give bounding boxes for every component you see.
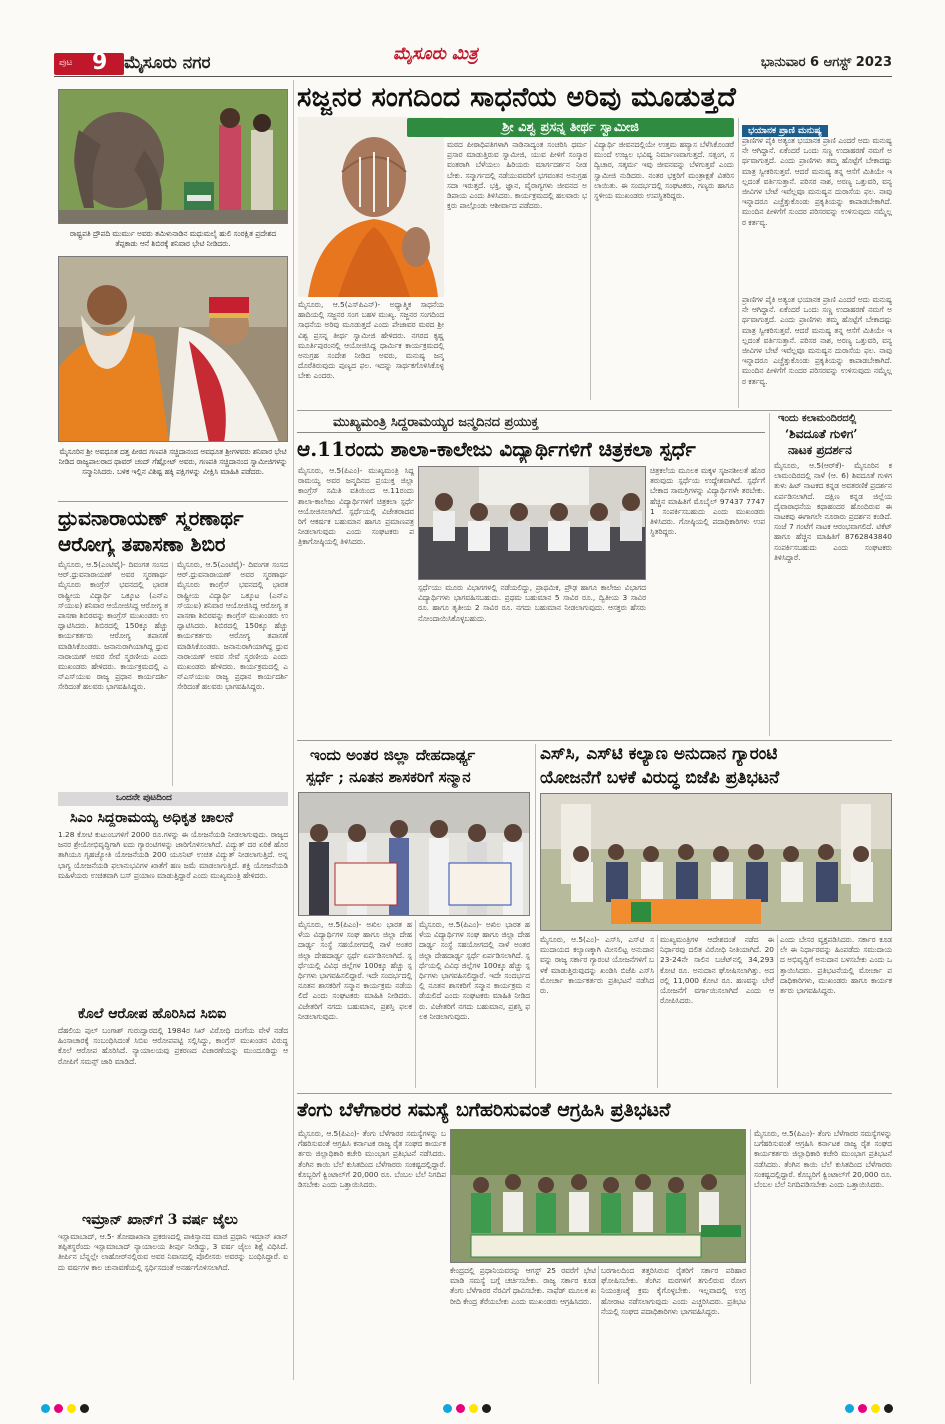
cm-body-left: ಮೈಸೂರು, ಆ.5(ಪಿಎಂ)- ಮುಖ್ಯಮಂತ್ರಿ ಸಿದ್ದರಾಮಯ್ಯ ಅವರ ಜನ್ಮದಿನದ ಪ್ರಯುಕ್ತ ಜಿಲ್ಲಾ ಕಾಂಗ್ರೆಸ್ ಸಮಿತಿ ವತಿಯಿಂದ ಆ.11ರಂದು ಶಾಲಾ-ಕಾಲೇಜು ವಿದ್ಯಾರ್ಥಿಗಳಿಗೆ ಚಿತ್ರಕಲಾ ಸ್ಪರ್ಧೆ ಆಯೋಜಿಸಲಾಗಿದೆ. ಸ್ಪರ್ಧೆಯಲ್ಲಿ ವಿಜೇತರಾದವರಿಗೆ ಆಕರ್ಷಕ ಬಹುಮಾನ ಹಾಗೂ ಪ್ರಮಾಣಪತ್ರ ನೀಡಲಾಗುವುದು ಎಂದು ಸಂಘಟಕರು ಪತ್ರಿಕಾಗೋಷ್ಠಿಯಲ್ಲಿ ತಿಳಿಸಿದರು.	[298, 466, 414, 547]
story4-body: ಇಸ್ಲಾಮಾಬಾದ್, ಆ.5- ತೋಷಾಖಾನಾ ಪ್ರಕರಣದಲ್ಲಿ ಪಾಕಿಸ್ತಾನದ ಮಾಜಿ ಪ್ರಧಾನಿ ಇಮ್ರಾನ್ ಖಾನ್ ತಪ್ಪಿತಸ್ಥರೆಂದು ಇಸ್ಲಾಮಾಬಾದ್ ನ್ಯಾಯಾಲಯ ತೀರ್ಪು ನೀಡಿದ್ದು, 3 ವರ್ಷ ಜೈಲು ಶಿಕ್ಷೆ ವಿಧಿಸಿದೆ. ತೀರ್ಪಿನ ಬೆನ್ನಲ್ಲೇ ಲಾಹೋರ್‌ನಲ್ಲಿರುವ ಅವರ ನಿವಾಸದಲ್ಲಿ ಪೊಲೀಸರು ಅವರನ್ನು ಬಂಧಿಸಿದ್ದಾರೆ. ಐದು ವರ್ಷಗಳ ಕಾಲ ಚುನಾವಣೆಯಲ್ಲಿ ಸ್ಪರ್ಧಿಸದಂತೆ ಅನರ್ಹಗೊಳಿಸಲಾಗಿದೆ.	[58, 1232, 288, 1272]
elephant-photo	[58, 89, 288, 224]
bodybuilding-headline-2: ಸ್ಪರ್ಧೆ ; ನೂತನ ಶಾಸಕರಿಗೆ ಸನ್ಮಾನ	[306, 768, 471, 786]
continued-label: ಒಂದನೇ ಪುಟದಿಂದ	[116, 793, 172, 803]
cm-kicker-band	[297, 413, 765, 433]
drama-headline-1: ‘ಶಿವದೂತೆ ಗುಳಿಗ’	[785, 427, 858, 441]
bjp-headline-2: ಯೋಜನೆಗೆ ಬಳಕೆ ವಿರುದ್ಧ ಬಿಜೆಪಿ ಪ್ರತಿಭಟನೆ	[540, 768, 780, 788]
swamiji-photo	[298, 117, 444, 297]
cm-body-center: ಸ್ಪರ್ಧೆಯು ಮೂರು ವಿಭಾಗಗಳಲ್ಲಿ ನಡೆಯಲಿದ್ದು, ಪ್ರಾಥಮಿಕ, ಪ್ರೌಢ ಹಾಗೂ ಕಾಲೇಜು ವಿಭಾಗದ ವಿದ್ಯಾರ್ಥಿಗಳು ಭಾಗವಹಿಸಬಹುದು. ಪ್ರಥಮ ಬಹುಮಾನ 5 ಸಾವಿರ ರೂ., ದ್ವಿತೀಯ 3 ಸಾವಿರ ರೂ. ಹಾಗೂ ತೃತೀಯ 2 ಸಾವಿರ ರೂ. ನಗದು ಬಹುಮಾನ ನೀಡಲಾಗುವುದು. ಆಸಕ್ತರು ಹೆಸರು ನೋಂದಾಯಿಸಿಕೊಳ್ಳಬಹುದು.	[418, 583, 646, 623]
coconut-protest-photo	[450, 1129, 746, 1263]
story1-headline-1: ಧ್ರುವನಾರಾಯಣ್ ಸ್ಮರಣಾರ್ಥ	[58, 506, 244, 530]
right-top-body-cont: ಪ್ರಾಣಿಗಳ ಪೈಕಿ ಅತ್ಯಂತ ಭಯಾನಕ ಪ್ರಾಣಿ ಎಂದರೆ ಅದು ಮನುಷ್ಯನೇ ಆಗಿದ್ದಾನೆ. ಏಕೆಂದರೆ ಒಂದು ಸಣ್ಣ ಉದಾಹರಣೆ ನಮಗೆ ಅರ್ಥವಾಗುತ್ತದೆ. ಎಂದು ಪ್ರಾಣಿಗಳು ತಮ್ಮ ಹೊಟ್ಟೆಗೆ ಬೇಕಾದಷ್ಟು ಮಾತ್ರ ಸ್ವೀಕರಿಸುತ್ತವೆ. ಆದರೆ ಮನುಷ್ಯ ತನ್ನ ಆಸೆಗೆ ಮಿತಿಯೇ ಇಲ್ಲದಂತೆ ವರ್ತಿಸುತ್ತಾನೆ. ಪರಿಸರ ನಾಶ, ಅರಣ್ಯ ಒತ್ತುವರಿ, ವನ್ಯಜೀವಿಗಳ ಬೇಟೆ ಇವೆಲ್ಲವೂ ಮನುಷ್ಯನ ದುರಾಸೆಯ ಫಲ. ನಾವು ಇನ್ನಾದರೂ ಎಚ್ಚೆತ್ತುಕೊಂಡು ಪ್ರಕೃತಿಯನ್ನು ಕಾಪಾಡಬೇಕಾಗಿದೆ. ಮುಂದಿನ ಪೀಳಿಗೆಗೆ ಸುಂದರ ಪರಿಸರವನ್ನು ಉಳಿಸುವುದು ನಮ್ಮೆಲ್ಲರ ಕರ್ತವ್ಯ.	[742, 295, 892, 386]
bodybuilding-photo-art	[299, 793, 530, 916]
bjp-protest-photo-art	[541, 794, 892, 931]
drama-intro: ಇಂದು ಕಲಾಮಂದಿರದಲ್ಲಿ	[778, 413, 857, 424]
bjp-protest-photo	[540, 793, 892, 931]
story1-body-a: ಮೈಸೂರು, ಆ.5(ಎಂಟಿವೈ)- ದಿವಂಗತ ಸಂಸದ ಆರ್.ಧ್ರುವನಾರಾಯಣ್ ಅವರ ಸ್ಮರಣಾರ್ಥ ಮೈಸೂರು ಕಾಂಗ್ರೆಸ್ ಭವನದಲ್ಲಿ ಭಾರತ ರಾಷ್ಟ್ರೀಯ ವಿದ್ಯಾರ್ಥಿ ಒಕ್ಕೂಟ (ಎನ್‌ಎಸ್‌ಯುಐ) ಶನಿವಾರ ಆಯೋಜಿಸಿದ್ದ ಆರೋಗ್ಯ ತಪಾಸಣಾ ಶಿಬಿರವನ್ನು ಕಾಂಗ್ರೆಸ್ ಮುಖಂಡರು ಉದ್ಘಾಟಿಸಿದರು. ಶಿಬಿರದಲ್ಲಿ 150ಕ್ಕೂ ಹೆಚ್ಚು ಕಾರ್ಯಕರ್ತರು ಆರೋಗ್ಯ ತಪಾಸಣೆ ಮಾಡಿಸಿಕೊಂಡರು. ಜನಾನುರಾಗಿಯಾಗಿದ್ದ ಧ್ರುವನಾರಾಯಣ್ ಅವರ ಸೇವೆ ಸ್ಮರಣೀಯ ಎಂದು ಮುಖಂಡರು ಹೇಳಿದರು. ಕಾರ್ಯಕ್ರಮದಲ್ಲಿ ಎನ್‌ಎಸ್‌ಯುಐ ರಾಜ್ಯ ಪ್ರಧಾನ ಕಾರ್ಯದರ್ಶಿ ಸೇರಿದಂತೆ ಹಲವರು ಭಾಗವಹಿಸಿದ್ದರು.	[58, 560, 168, 692]
governor-photo	[58, 256, 288, 442]
coconut-protest-photo-art	[451, 1130, 746, 1263]
elephant-photo-art	[59, 90, 288, 224]
masthead-logo: ಮೈಸೂರು ಮಿತ್ರ	[393, 44, 478, 64]
story2-body: 1.28 ಕೋಟಿ ಕುಟುಂಬಗಳಿಗೆ 2000 ರೂ.ಗಳನ್ನು ಈ ಯೋಜನೆಯಡಿ ನೀಡಲಾಗುವುದು. ರಾಜ್ಯದ ಜನರ ಶ್ರೇಯೋಭಿವೃದ್ಧಿಗಾಗಿ ಐದು ಗ್ಯಾರಂಟಿಗಳನ್ನು ಜಾರಿಗೊಳಿಸಲಾಗಿದೆ. ವಿದ್ಯುತ್ ದರ ಏರಿಕೆ ಹೊರತಾಗಿಯೂ ಗೃಹಜ್ಯೋತಿ ಯೋಜನೆಯಡಿ 200 ಯೂನಿಟ್ ಉಚಿತ ವಿದ್ಯುತ್ ನೀಡಲಾಗುತ್ತಿದೆ. ಅನ್ನಭಾಗ್ಯ ಯೋಜನೆಯಡಿ ಫಲಾನುಭವಿಗಳ ಖಾತೆಗೆ ಹಣ ಜಮೆ ಮಾಡಲಾಗುತ್ತಿದೆ. ಶಕ್ತಿ ಯೋಜನೆಯಡಿ ಮಹಿಳೆಯರು ಉಚಿತವಾಗಿ ಬಸ್ ಪ್ರಯಾಣ ಮಾಡುತ್ತಿದ್ದಾರೆ ಎಂದು ಮುಖ್ಯಮಂತ್ರಿ ಹೇಳಿದರು.	[58, 830, 288, 880]
coconut-body-4: ಮೈಸೂರು, ಆ.5(ಪಿಎಂ)- ತೆಂಗು ಬೆಳೆಗಾರರ ಸಮಸ್ಯೆಗಳನ್ನು ಬಗೆಹರಿಸುವಂತೆ ಆಗ್ರಹಿಸಿ ಕರ್ನಾಟಕ ರಾಜ್ಯ ರೈತ ಸಂಘದ ಕಾರ್ಯಕರ್ತರು ಜಿಲ್ಲಾಧಿಕಾರಿ ಕಚೇರಿ ಮುಂಭಾಗ ಪ್ರತಿಭಟನೆ ನಡೆಸಿದರು. ತೆಂಗಿನ ಕಾಯಿ ಬೆಲೆ ಕುಸಿತದಿಂದ ಬೆಳೆಗಾರರು ಸಂಕಷ್ಟದಲ್ಲಿದ್ದಾರೆ. ಕೊಬ್ಬರಿಗೆ ಕ್ವಿಂಟಾಲ್‌ಗೆ 20,000 ರೂ. ಬೆಂಬಲ ಬೆಲೆ ನಿಗದಿಪಡಿಸಬೇಕು ಎಂದು ಒತ್ತಾಯಿಸಿದರು.	[754, 1129, 892, 1190]
lead-body-col2: ಮಠದ ಪೀಠಾಧಿಪತಿಗಳಾಗಿ ನಾಡಿನಾದ್ಯಂತ ಸಂಚರಿಸಿ ಧರ್ಮ ಪ್ರಸಾರ ಮಾಡುತ್ತಿರುವ ಸ್ವಾಮೀಜಿ, ಯುವ ಪೀಳಿಗೆ ಸಂಸ್ಕಾರವಂತರಾಗಿ ಬೆಳೆಯಲು ಹಿರಿಯರು ಮಾರ್ಗದರ್ಶನ ನೀಡಬೇಕು. ಸನ್ಮಾರ್ಗದಲ್ಲಿ ನಡೆಯುವವರಿಗೆ ಭಗವಂತನ ಅನುಗ್ರಹ ಸದಾ ಇರುತ್ತದೆ. ಭಕ್ತಿ, ಜ್ಞಾನ, ವೈರಾಗ್ಯಗಳು ಜೀವನದ ಅಡಿಪಾಯ ಎಂದು ತಿಳಿಸಿದರು. ಕಾರ್ಯಕ್ರಮದಲ್ಲಿ ಹಲವಾರು ಭಕ್ತರು ಪಾಲ್ಗೊಂಡು ಆಶೀರ್ವಾದ ಪಡೆದರು.	[447, 140, 587, 211]
page-header	[54, 44, 892, 75]
bjp-body-3: ಎಂದು ಬೇಸರ ವ್ಯಕ್ತಪಡಿಸಿದರು. ಸರ್ಕಾರ ಕೂಡಲೇ ಈ ನಿರ್ಧಾರವನ್ನು ಹಿಂಪಡೆದು ಸಮುದಾಯದ ಅಭಿವೃದ್ಧಿಗೆ ಅನುದಾನ ಬಳಸಬೇಕು ಎಂದು ಒತ್ತಾಯಿಸಿದರು. ಪ್ರತಿಭಟನೆಯಲ್ಲಿ ಮೋರ್ಚಾ ಪದಾಧಿಕಾರಿಗಳು, ಮುಖಂಡರು ಹಾಗೂ ಕಾರ್ಯಕರ್ತರು ಭಾಗವಹಿಸಿದ್ದರು.	[780, 935, 892, 996]
coconut-body-3: ಬರಗಾಲದಿಂದ ತತ್ತರಿಸಿರುವ ರೈತರಿಗೆ ಸರ್ಕಾರ ಪರಿಹಾರ ಘೋಷಿಸಬೇಕು. ತೆಂಗಿನ ಮರಗಳಿಗೆ ತಗುಲಿರುವ ರೋಗ ನಿಯಂತ್ರಣಕ್ಕೆ ಕ್ರಮ ಕೈಗೊಳ್ಳಬೇಕು. ಇಲ್ಲವಾದಲ್ಲಿ ಉಗ್ರ ಹೋರಾಟ ನಡೆಸಲಾಗುವುದು ಎಂದು ಎಚ್ಚರಿಸಿದರು. ಪ್ರತಿಭಟನೆಯಲ್ಲಿ ಸಂಘದ ಪದಾಧಿಕಾರಿಗಳು ಭಾಗವಹಿಸಿದ್ದರು.	[601, 1266, 746, 1316]
page-prefix: ಪುಟ	[59, 58, 73, 68]
bjp-body-2: ಮುಖ್ಯಮಂತ್ರಿಗಳ ಆದೇಶದಂತೆ ನಡೆದ ಈ ನಿರ್ಧಾರವು ದಲಿತ ವಿರೋಧಿ ನೀತಿಯಾಗಿದೆ. 2023-24ನೇ ಸಾಲಿನ ಬಜೆಟ್‌ನಲ್ಲಿ 34,293 ಕೋಟಿ ರೂ. ಅನುದಾನ ಘೋಷಿಸಲಾಗಿತ್ತು. ಅದರಲ್ಲಿ 11,000 ಕೋಟಿ ರೂ. ಹಣವನ್ನು ಬೇರೆ ಯೋಜನೆಗೆ ವರ್ಗಾಯಿಸಲಾಗಿದೆ ಎಂದು ಆರೋಪಿಸಿದರು.	[660, 935, 774, 1006]
right-kicker: ಭಯಾನಕ ಪ್ರಾಣಿ ಮನುಷ್ಯ	[742, 125, 828, 137]
lead-body-col3: ವಿದ್ಯಾರ್ಥಿ ಜೀವನದಲ್ಲಿಯೇ ಉತ್ತಮ ಹವ್ಯಾಸ ಬೆಳೆಸಿಕೊಂಡರೆ ಮುಂದೆ ಉಜ್ವಲ ಭವಿಷ್ಯ ನಿರ್ಮಾಣವಾಗುತ್ತದೆ. ಸತ್ಸಂಗ, ಸದ್ವಿಚಾರ, ಸತ್ಕರ್ಮ ಇವು ಜೀವನವನ್ನು ಬೆಳಗುತ್ತವೆ ಎಂದು ಸ್ವಾಮೀಜಿ ನುಡಿದರು. ನಂತರ ಭಕ್ತರಿಗೆ ಮಂತ್ರಾಕ್ಷತೆ ವಿತರಿಸಲಾಯಿತು. ಈ ಸಂದರ್ಭದಲ್ಲಿ ಸಂಘಟಕರು, ಗಣ್ಯರು ಹಾಗೂ ಸ್ಥಳೀಯ ಮುಖಂಡರು ಉಪಸ್ಥಿತರಿದ್ದರು.	[594, 140, 734, 201]
bodybuilding-photo	[298, 792, 530, 916]
section-name: ಮೈಸೂರು ನಗರ	[124, 53, 211, 73]
story1-headline-2: ಆರೋಗ್ಯ ತಪಾಸಣಾ ಶಿಬಿರ	[58, 532, 226, 556]
story3-headline: ಕೊಲೆ ಆರೋಪ ಹೊರಿಸಿದ ಸಿಬಿಐ	[78, 1006, 227, 1022]
press-meet-photo-art	[419, 467, 646, 580]
bjp-headline-1: ಎಸ್‌ಸಿ, ಎಸ್‌ಟಿ ಕಲ್ಯಾಣ ಅನುದಾನ ಗ್ಯಾರಂಟಿ	[540, 744, 778, 764]
cm-body-right: ಚಿತ್ರಕಲೆಯ ಮೂಲಕ ಮಕ್ಕಳ ಸೃಜನಶೀಲತೆ ಹೊರತರುವುದು ಸ್ಪರ್ಧೆಯ ಉದ್ದೇಶವಾಗಿದೆ. ಸ್ಪರ್ಧೆಗೆ ಬೇಕಾದ ಸಾಮಗ್ರಿಗಳನ್ನು ವಿದ್ಯಾರ್ಥಿಗಳೇ ತರಬೇಕು. ಹೆಚ್ಚಿನ ಮಾಹಿತಿಗೆ ಮೊಬೈಲ್ 97437 77471 ಸಂಪರ್ಕಿಸಬಹುದು ಎಂದು ಮುಖಂಡರು ತಿಳಿಸಿದರು. ಗೋಷ್ಠಿಯಲ್ಲಿ ಪದಾಧಿಕಾರಿಗಳು ಉಪಸ್ಥಿತರಿದ್ದರು.	[650, 466, 765, 537]
story4-headline: ಇಮ್ರಾನ್ ಖಾನ್‌ಗೆ 3 ವರ್ಷ ಜೈಲು	[82, 1212, 238, 1228]
page-number: 9	[92, 50, 108, 75]
drama-body: ಮೈಸೂರು, ಆ.5(ಆರ್‌ಕೆ)- ಮೈಸೂರಿನ ಕಲಾಮಂದಿರದಲ್ಲಿ ನಾಳೆ (ಆ. 6) ಶಿವದೂತೆ ಗುಳಿಗ ತುಳು ಹಿಟ್ ನಾಟಕದ ಕನ್ನಡ ಅವತರಣಿಕೆ ಪ್ರದರ್ಶನ ಏರ್ಪಡಿಸಲಾಗಿದೆ. ದಕ್ಷಿಣ ಕನ್ನಡ ಜಿಲ್ಲೆಯ ದೈವಾರಾಧನೆಯ ಕಥಾಹಂದರ ಹೊಂದಿರುವ ಈ ನಾಟಕವು ಈಗಾಗಲೇ ನೂರಾರು ಪ್ರದರ್ಶನ ಕಂಡಿದೆ. ಸಂಜೆ 7 ಗಂಟೆಗೆ ನಾಟಕ ಆರಂಭವಾಗಲಿದೆ. ಟಿಕೆಟ್ ಹಾಗೂ ಹೆಚ್ಚಿನ ಮಾಹಿತಿಗೆ 8762843840 ಸಂಪರ್ಕಿಸಬಹುದು ಎಂದು ಸಂಘಟಕರು ತಿಳಿಸಿದ್ದಾರೆ.	[774, 461, 892, 562]
bodybuilding-headline-1: ಇಂದು ಅಂತರ ಜಿಲ್ಲಾ ದೇಹದಾರ್ಢ್ಯ	[310, 746, 476, 764]
issue-date: ಭಾನುವಾರ 6 ಆಗಸ್ಟ್ 2023	[760, 55, 892, 70]
bjp-body-1: ಮೈಸೂರು, ಆ.5(ಎಂ)- ಎಸ್‌ಸಿ, ಎಸ್‌ಟಿ ಸಮುದಾಯದ ಕಲ್ಯಾಣಕ್ಕಾಗಿ ಮೀಸಲಿಟ್ಟ ಅನುದಾನವನ್ನು ರಾಜ್ಯ ಸರ್ಕಾರ ಗ್ಯಾರಂಟಿ ಯೋಜನೆಗಳಿಗೆ ಬಳಕೆ ಮಾಡುತ್ತಿರುವುದನ್ನು ಖಂಡಿಸಿ ಬಿಜೆಪಿ ಎಸ್‌ಸಿ ಮೋರ್ಚಾ ಕಾರ್ಯಕರ್ತರು ಪ್ರತಿಭಟನೆ ನಡೆಸಿದರು.	[540, 935, 654, 996]
coconut-body-2: ಕೇಂದ್ರದಲ್ಲಿ ಪ್ರಧಾನಿಯವರನ್ನು ಆಗಸ್ಟ್ 25 ರವರೆಗೆ ಭೇಟಿ ಮಾಡಿ ಸಮಸ್ಯೆ ಬಗ್ಗೆ ಚರ್ಚಿಸಬೇಕು. ರಾಜ್ಯ ಸರ್ಕಾರ ಕೂಡ ತೆಂಗು ಬೆಳೆಗಾರರ ನೆರವಿಗೆ ಧಾವಿಸಬೇಕು. ನಾಫೆಡ್ ಮೂಲಕ ಖರೀದಿ ಕೇಂದ್ರ ತೆರೆಯಬೇಕು ಎಂದು ಮುಖಂಡರು ಆಗ್ರಹಿಸಿದರು.	[450, 1266, 596, 1306]
drama-headline-2: ನಾಟಕ ಪ್ರದರ್ಶನ	[788, 443, 852, 457]
coconut-headline: ತೆಂಗು ಬೆಳೆಗಾರರ ಸಮಸ್ಯೆ ಬಗೆಹರಿಸುವಂತೆ ಆಗ್ರಹಿಸಿ ಪ್ರತಿಭಟನೆ	[297, 1099, 671, 1121]
lead-body-col1: ಮೈಸೂರು, ಆ.5(ಎಸ್‌ಪಿಎನ್)- ಅಧ್ಯಾತ್ಮಿಕ ಸಾಧನೆಯ ಹಾದಿಯಲ್ಲಿ ಸಜ್ಜನರ ಸಂಗ ಬಹಳ ಮುಖ್ಯ. ಸಜ್ಜನರ ಸಂಗದಿಂದ ಸಾಧನೆಯ ಅರಿವು ಮೂಡುತ್ತದೆ ಎಂದು ಪೇಜಾವರ ಮಠದ ಶ್ರೀ ವಿಶ್ವ ಪ್ರಸನ್ನ ತೀರ್ಥ ಸ್ವಾಮೀಜಿ ಹೇಳಿದರು. ನಗರದ ಕೃಷ್ಣಮೂರ್ತಿಪುರಂನಲ್ಲಿ ಆಯೋಜಿಸಿದ್ದ ಧಾರ್ಮಿಕ ಕಾರ್ಯಕ್ರಮದಲ್ಲಿ ಅನುಗ್ರಹ ಸಂದೇಶ ನೀಡಿದ ಅವರು, ಮನುಷ್ಯ ಜನ್ಮ ದೊರೆತಿರುವುದು ಪುಣ್ಯದ ಫಲ. ಇದನ್ನು ಸಾರ್ಥಕಗೊಳಿಸಿಕೊಳ್ಳಬೇಕು ಎಂದರು.	[298, 300, 444, 381]
bodybuilding-body-b: ಮೈಸೂರು, ಆ.5(ಪಿಎಂ)- ಅಖಿಲ ಭಾರತ ಹಳೆಯ ವಿದ್ಯಾರ್ಥಿಗಳ ಸಂಘ ಹಾಗೂ ಜಿಲ್ಲಾ ದೇಹದಾರ್ಢ್ಯ ಸಂಸ್ಥೆ ಸಹಯೋಗದಲ್ಲಿ ನಾಳೆ ಅಂತರ ಜಿಲ್ಲಾ ದೇಹದಾರ್ಢ್ಯ ಸ್ಪರ್ಧೆ ಏರ್ಪಡಿಸಲಾಗಿದೆ. ಸ್ಪರ್ಧೆಯಲ್ಲಿ ವಿವಿಧ ಜಿಲ್ಲೆಗಳ 100ಕ್ಕೂ ಹೆಚ್ಚು ಸ್ಪರ್ಧಿಗಳು ಭಾಗವಹಿಸಲಿದ್ದಾರೆ. ಇದೇ ಸಂದರ್ಭದಲ್ಲಿ ನೂತನ ಶಾಸಕರಿಗೆ ಸನ್ಮಾನ ಕಾರ್ಯಕ್ರಮ ನಡೆಯಲಿದೆ ಎಂದು ಸಂಘಟಕರು ಮಾಹಿತಿ ನೀಡಿದರು. ವಿಜೇತರಿಗೆ ನಗದು ಬಹುಮಾನ, ಪ್ರಶಸ್ತಿ ಫಲಕ ನೀಡಲಾಗುವುದು.	[419, 920, 530, 1021]
page-number-tag	[54, 50, 124, 75]
story2-headline: ಸಿಎಂ ಸಿದ್ದರಾಮಯ್ಯ ಅಧಿಕೃತ ಚಾಲನೆ	[70, 810, 234, 826]
story1-body-b: ಮೈಸೂರು, ಆ.5(ಎಂಟಿವೈ)- ದಿವಂಗತ ಸಂಸದ ಆರ್.ಧ್ರುವನಾರಾಯಣ್ ಅವರ ಸ್ಮರಣಾರ್ಥ ಮೈಸೂರು ಕಾಂಗ್ರೆಸ್ ಭವನದಲ್ಲಿ ಭಾರತ ರಾಷ್ಟ್ರೀಯ ವಿದ್ಯಾರ್ಥಿ ಒಕ್ಕೂಟ (ಎನ್‌ಎಸ್‌ಯುಐ) ಶನಿವಾರ ಆಯೋಜಿಸಿದ್ದ ಆರೋಗ್ಯ ತಪಾಸಣಾ ಶಿಬಿರವನ್ನು ಕಾಂಗ್ರೆಸ್ ಮುಖಂಡರು ಉದ್ಘಾಟಿಸಿದರು. ಶಿಬಿರದಲ್ಲಿ 150ಕ್ಕೂ ಹೆಚ್ಚು ಕಾರ್ಯಕರ್ತರು ಆರೋಗ್ಯ ತಪಾಸಣೆ ಮಾಡಿಸಿಕೊಂಡರು. ಜನಾನುರಾಗಿಯಾಗಿದ್ದ ಧ್ರುವನಾರಾಯಣ್ ಅವರ ಸೇವೆ ಸ್ಮರಣೀಯ ಎಂದು ಮುಖಂಡರು ಹೇಳಿದರು. ಕಾರ್ಯಕ್ರಮದಲ್ಲಿ ಎನ್‌ಎಸ್‌ಯುಐ ರಾಜ್ಯ ಪ್ರಧಾನ ಕಾರ್ಯದರ್ಶಿ ಸೇರಿದಂತೆ ಹಲವರು ಭಾಗವಹಿಸಿದ್ದರು.	[177, 560, 288, 692]
bodybuilding-body-a: ಮೈಸೂರು, ಆ.5(ಪಿಎಂ)- ಅಖಿಲ ಭಾರತ ಹಳೆಯ ವಿದ್ಯಾರ್ಥಿಗಳ ಸಂಘ ಹಾಗೂ ಜಿಲ್ಲಾ ದೇಹದಾರ್ಢ್ಯ ಸಂಸ್ಥೆ ಸಹಯೋಗದಲ್ಲಿ ನಾಳೆ ಅಂತರ ಜಿಲ್ಲಾ ದೇಹದಾರ್ಢ್ಯ ಸ್ಪರ್ಧೆ ಏರ್ಪಡಿಸಲಾಗಿದೆ. ಸ್ಪರ್ಧೆಯಲ್ಲಿ ವಿವಿಧ ಜಿಲ್ಲೆಗಳ 100ಕ್ಕೂ ಹೆಚ್ಚು ಸ್ಪರ್ಧಿಗಳು ಭಾಗವಹಿಸಲಿದ್ದಾರೆ. ಇದೇ ಸಂದರ್ಭದಲ್ಲಿ ನೂತನ ಶಾಸಕರಿಗೆ ಸನ್ಮಾನ ಕಾರ್ಯಕ್ರಮ ನಡೆಯಲಿದೆ ಎಂದು ಸಂಘಟಕರು ಮಾಹಿತಿ ನೀಡಿದರು. ವಿಜೇತರಿಗೆ ನಗದು ಬಹುಮಾನ, ಪ್ರಶಸ್ತಿ ಫಲಕ ನೀಡಲಾಗುವುದು.	[298, 920, 412, 1021]
continued-band	[58, 792, 288, 806]
cm-headline: ಆ.11ರಂದು ಶಾಲಾ-ಕಾಲೇಜು ವಿದ್ಯಾರ್ಥಿಗಳಿಗೆ ಚಿತ್ರಕಲಾ ಸ್ಪರ್ಧೆ	[297, 437, 696, 461]
governor-photo-art	[59, 257, 288, 442]
swamiji-photo-art	[298, 117, 444, 297]
photo1-caption: ರಾಷ್ಟ್ರಪತಿ ದ್ರೌಪದಿ ಮುರ್ಮು ಅವರು ತಮಿಳುನಾಡಿನ ಮಧುಮಲೈ ಹುಲಿ ಸಂರಕ್ಷಿತ ಪ್ರದೇಶದ ತೆಪ್ಪಕಾಡು ಆನೆ ಶಿಬಿರಕ್ಕೆ ಶನಿವಾರ ಭೇಟಿ ನೀಡಿದರು.	[69, 229, 277, 248]
lead-byline: ಶ್ರೀ ವಿಶ್ವ ಪ್ರಸನ್ನ ತೀರ್ಥ ಸ್ವಾಮೀಜಿ	[407, 118, 734, 137]
right-top-body: ಪ್ರಾಣಿಗಳ ಪೈಕಿ ಅತ್ಯಂತ ಭಯಾನಕ ಪ್ರಾಣಿ ಎಂದರೆ ಅದು ಮನುಷ್ಯನೇ ಆಗಿದ್ದಾನೆ. ಏಕೆಂದರೆ ಒಂದು ಸಣ್ಣ ಉದಾಹರಣೆ ನಮಗೆ ಅರ್ಥವಾಗುತ್ತದೆ. ಎಂದು ಪ್ರಾಣಿಗಳು ತಮ್ಮ ಹೊಟ್ಟೆಗೆ ಬೇಕಾದಷ್ಟು ಮಾತ್ರ ಸ್ವೀಕರಿಸುತ್ತವೆ. ಆದರೆ ಮನುಷ್ಯ ತನ್ನ ಆಸೆಗೆ ಮಿತಿಯೇ ಇಲ್ಲದಂತೆ ವರ್ತಿಸುತ್ತಾನೆ. ಪರಿಸರ ನಾಶ, ಅರಣ್ಯ ಒತ್ತುವರಿ, ವನ್ಯಜೀವಿಗಳ ಬೇಟೆ ಇವೆಲ್ಲವೂ ಮನುಷ್ಯನ ದುರಾಸೆಯ ಫಲ. ನಾವು ಇನ್ನಾದರೂ ಎಚ್ಚೆತ್ತುಕೊಂಡು ಪ್ರಕೃತಿಯನ್ನು ಕಾಪಾಡಬೇಕಾಗಿದೆ. ಮುಂದಿನ ಪೀಳಿಗೆಗೆ ಸುಂದರ ಪರಿಸರವನ್ನು ಉಳಿಸುವುದು ನಮ್ಮೆಲ್ಲರ ಕರ್ತವ್ಯ.	[742, 136, 892, 227]
press-meet-photo	[418, 466, 646, 580]
right-kicker-wrap	[742, 118, 892, 138]
cm-kicker: ಮುಖ್ಯಮಂತ್ರಿ ಸಿದ್ದರಾಮಯ್ಯರ ಜನ್ಮದಿನದ ಪ್ರಯುಕ್ತ	[333, 415, 539, 430]
photo2-caption: ಮೈಸೂರಿನ ಶ್ರೀ ಅವಧೂತ ದತ್ತ ಪೀಠದ ಗಣಪತಿ ಸಚ್ಚಿದಾನಂದ ಅವಧೂತ ಶ್ರೀಗಳವರು ಶನಿವಾರ ಭೇಟಿ ನೀಡಿದ ರಾಜ್ಯಪಾಲರಾದ ಥಾವರ್ ಚಂದ್ ಗೆಹ್ಲೋಟ್ ಅವರು, ಗಣಪತಿ ಸಚ್ಚಿದಾನಂದ ಸ್ವಾಮೀಜಿಗಳನ್ನು ಸನ್ಮಾನಿಸಿದರು. ಬಳಿಕ ಇಲ್ಲಿನ ವಿಶಿಷ್ಟ ಹಕ್ಕಿ ಪಕ್ಷಿಗಳನ್ನು ವೀಕ್ಷಿಸಿ ಮಾಹಿತಿ ಪಡೆದರು.	[58, 447, 288, 476]
coconut-body-1: ಮೈಸೂರು, ಆ.5(ಪಿಎಂ)- ತೆಂಗು ಬೆಳೆಗಾರರ ಸಮಸ್ಯೆಗಳನ್ನು ಬಗೆಹರಿಸುವಂತೆ ಆಗ್ರಹಿಸಿ ಕರ್ನಾಟಕ ರಾಜ್ಯ ರೈತ ಸಂಘದ ಕಾರ್ಯಕರ್ತರು ಜಿಲ್ಲಾಧಿಕಾರಿ ಕಚೇರಿ ಮುಂಭಾಗ ಪ್ರತಿಭಟನೆ ನಡೆಸಿದರು. ತೆಂಗಿನ ಕಾಯಿ ಬೆಲೆ ಕುಸಿತದಿಂದ ಬೆಳೆಗಾರರು ಸಂಕಷ್ಟದಲ್ಲಿದ್ದಾರೆ. ಕೊಬ್ಬರಿಗೆ ಕ್ವಿಂಟಾಲ್‌ಗೆ 20,000 ರೂ. ಬೆಂಬಲ ಬೆಲೆ ನಿಗದಿಪಡಿಸಬೇಕು ಎಂದು ಒತ್ತಾಯಿಸಿದರು.	[298, 1129, 446, 1190]
story3-body: ದೆಹಲಿಯ ಪುಲ್ ಬಂಗಾಶ್ ಗುರುದ್ವಾರದಲ್ಲಿ 1984ರ ಸಿಖ್ ವಿರೋಧಿ ದಂಗೆಯ ವೇಳೆ ನಡೆದ ಹಿಂಸಾಚಾರಕ್ಕೆ ಸಂಬಂಧಿಸಿದಂತೆ ಸಿಬಿಐ ಆರೋಪಪಟ್ಟಿ ಸಲ್ಲಿಸಿದ್ದು, ಕಾಂಗ್ರೆಸ್ ಮುಖಂಡನ ವಿರುದ್ಧ ಕೊಲೆ ಆರೋಪ ಹೊರಿಸಿದೆ. ನ್ಯಾಯಾಲಯವು ಪ್ರಕರಣದ ವಿಚಾರಣೆಯನ್ನು ಮುಂದೂಡಿದ್ದು ಆರೋಪಿಗೆ ಸಮನ್ಸ್ ಜಾರಿ ಮಾಡಿದೆ.	[58, 1026, 288, 1066]
lead-headline: ಸಜ್ಜನರ ಸಂಗದಿಂದ ಸಾಧನೆಯ ಅರಿವು ಮೂಡುತ್ತದೆ	[297, 82, 737, 113]
